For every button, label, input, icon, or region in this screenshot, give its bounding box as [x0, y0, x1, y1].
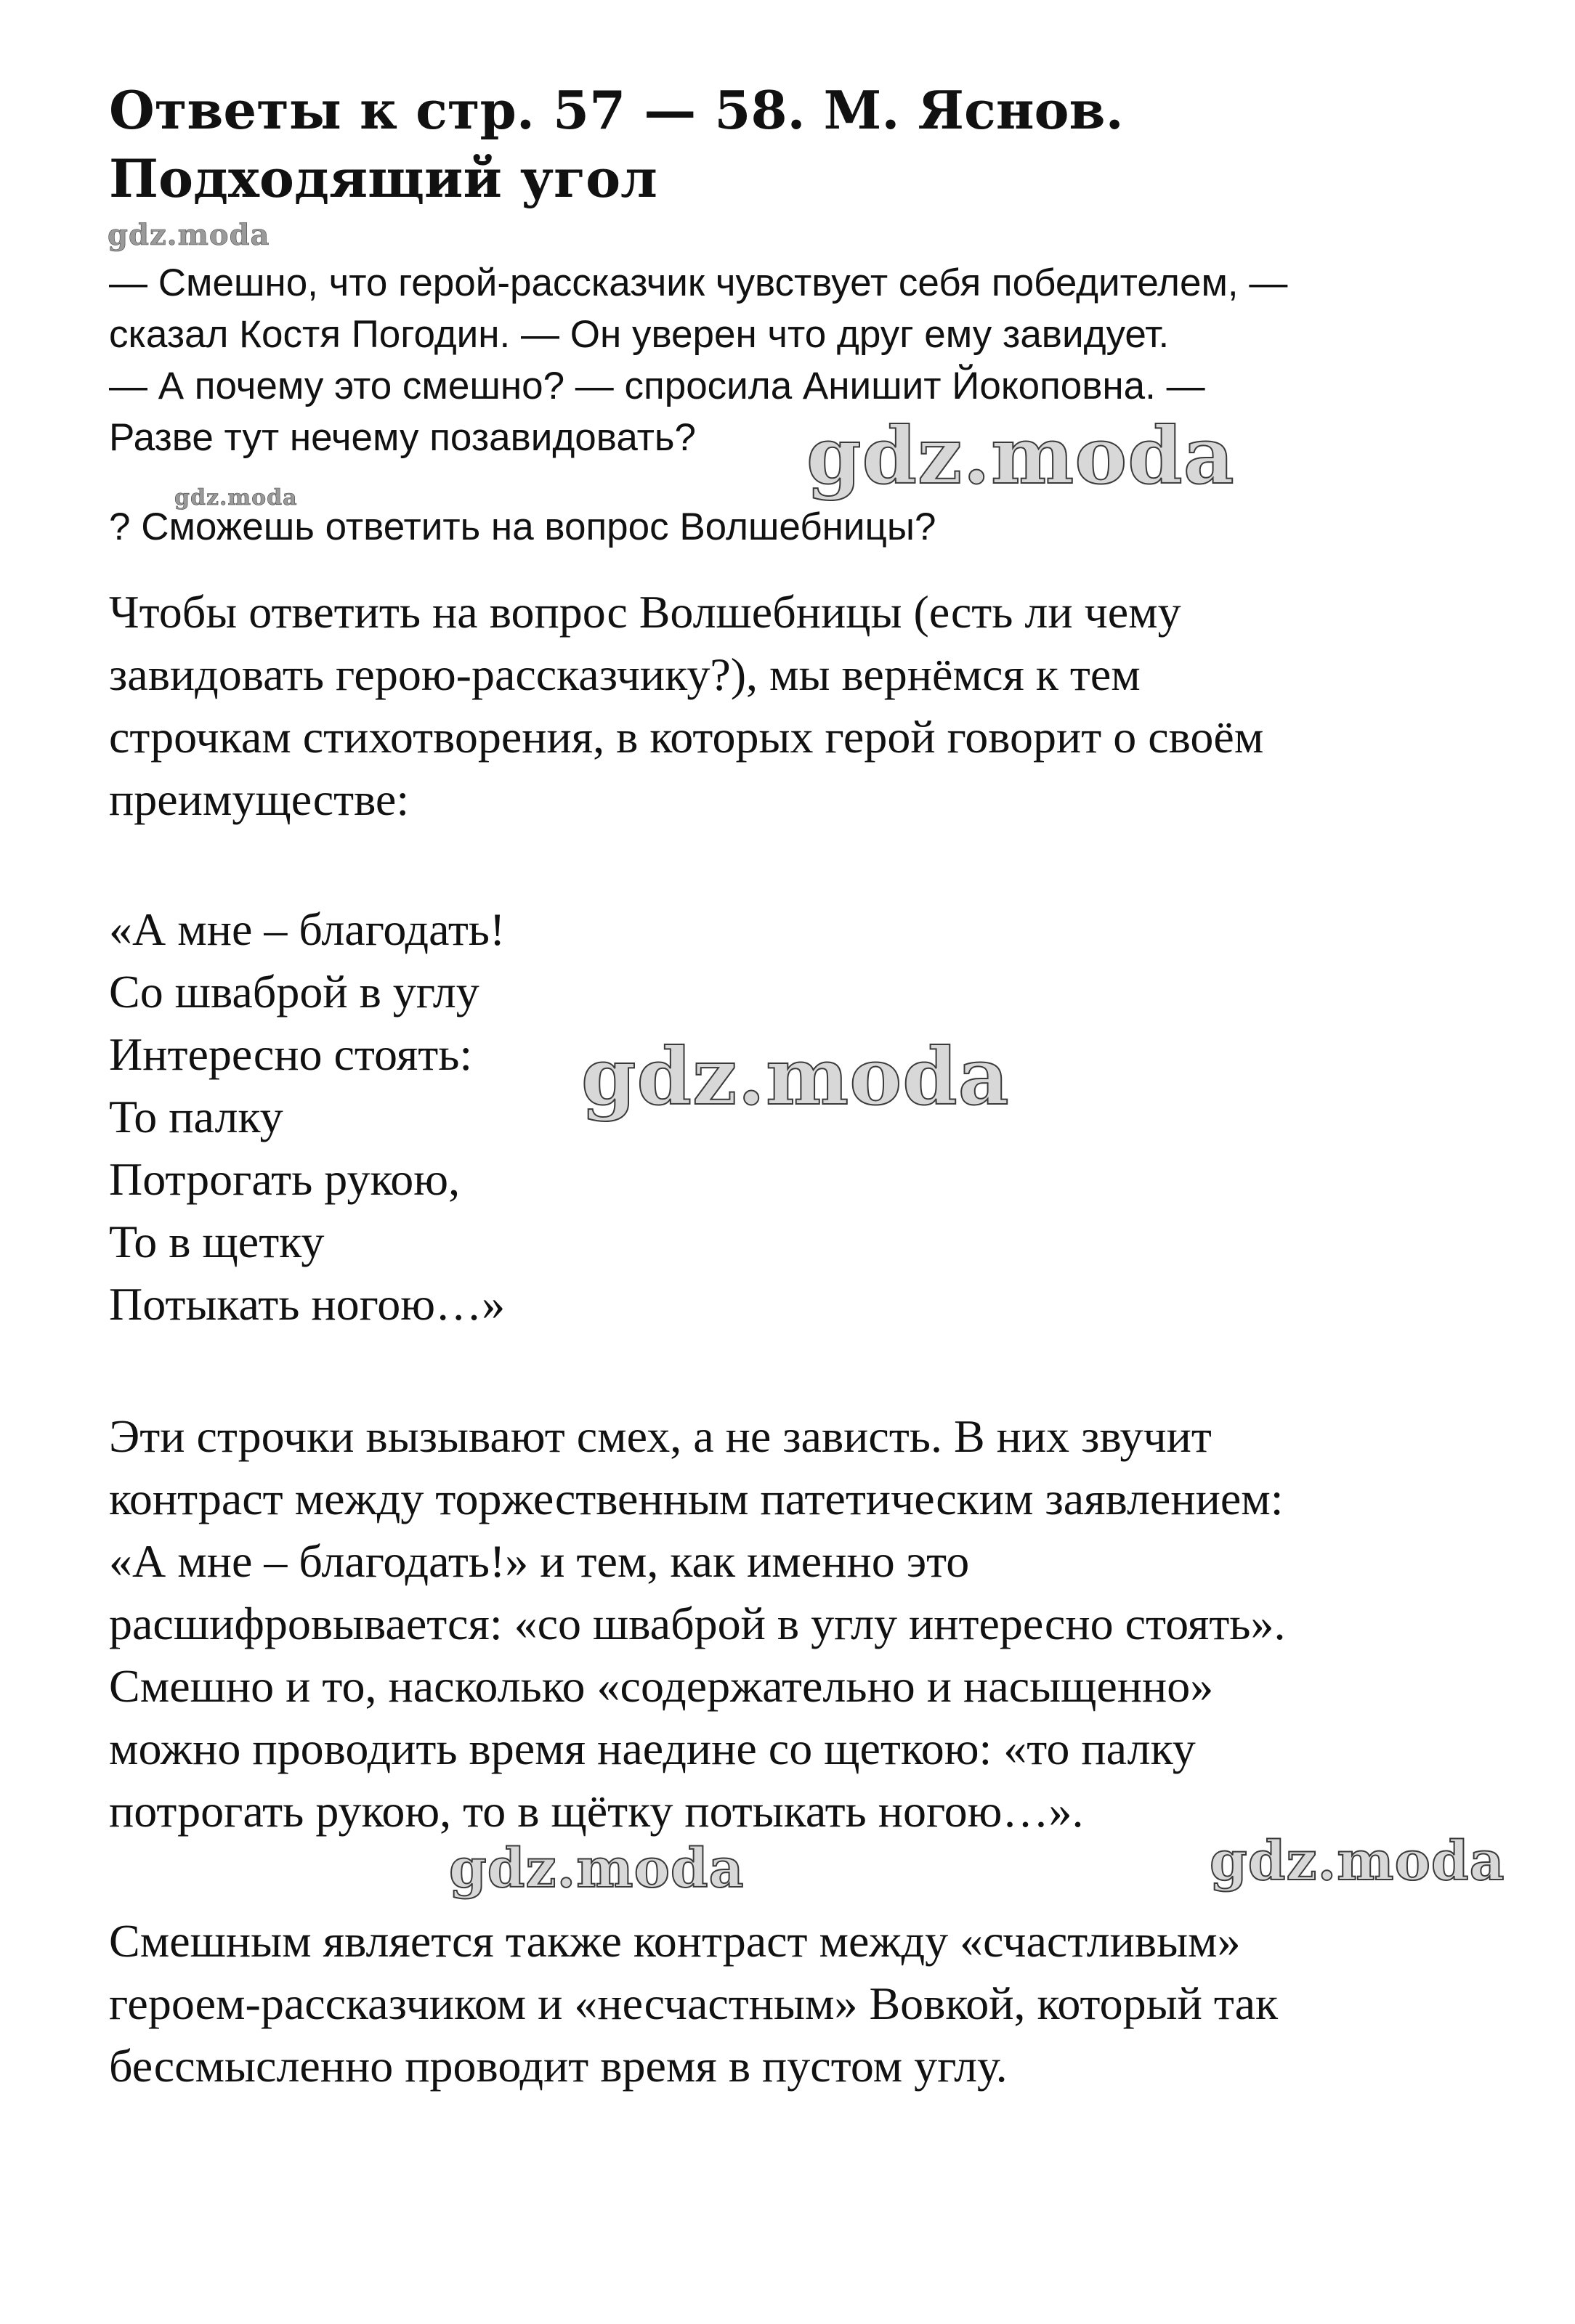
- watermark-logo: gdz.moda: [449, 1837, 745, 1900]
- watermark-logo: gdz.moda: [108, 218, 270, 252]
- poem-line: То в щетку: [109, 1216, 325, 1267]
- title-line-2: Подходящий угол: [109, 147, 657, 209]
- page-title: [109, 76, 1489, 213]
- analysis-line: Смешно и то, насколько «содержательно и насыщенно»: [109, 1660, 1214, 1712]
- poem-line: То палку: [109, 1091, 283, 1142]
- answer-intro: [109, 581, 1504, 831]
- watermark-logo: gdz.moda: [174, 485, 298, 511]
- analysis-paragraph: [109, 1405, 1504, 1842]
- answer-line: преимуществе:: [109, 773, 410, 825]
- answer-line: завидовать герою-рассказчику?), мы вернёмся к тем: [109, 649, 1141, 700]
- dialog-line: — Смешно, что герой-рассказчик чувствует себя победителем, —: [109, 261, 1288, 304]
- conclusion-paragraph: [109, 1910, 1504, 2097]
- poem-line: Потыкать ногою…»: [109, 1278, 506, 1330]
- analysis-line: «А мне – благодать!» и тем, как именно это: [109, 1535, 970, 1587]
- analysis-line: расшифровывается: «со шваброй в углу интересно стоять».: [109, 1598, 1286, 1649]
- dialog-line: Разве тут нечему позавидовать?: [109, 416, 696, 459]
- watermark-logo: gdz.moda: [581, 1031, 1010, 1123]
- analysis-line: Эти строчки вызывают смех, а не зависть. В них звучит: [109, 1410, 1212, 1462]
- answer-line: строчкам стихотворения, в которых герой говорит о своём: [109, 711, 1264, 763]
- conclusion-line: бессмысленно проводит время в пустом углу.: [109, 2040, 1008, 2092]
- analysis-line: потрогать рукою, то в щётку потыкать ногою…».: [109, 1785, 1084, 1837]
- poem-line: Интересно стоять:: [109, 1028, 473, 1080]
- dialog-line: — А почему это смешно? — спросила Анишит Йокоповна. —: [109, 365, 1205, 407]
- analysis-line: контраст между торжественным патетическим заявлением:: [109, 1473, 1284, 1524]
- conclusion-line: Смешным является также контраст между «счастливым»: [109, 1915, 1241, 1967]
- dialog-line: сказал Костя Погодин. — Он уверен что друг ему завидует.: [109, 313, 1170, 356]
- watermark-logo: gdz.moda: [806, 410, 1235, 502]
- poem-line: Со шваброй в углу: [109, 966, 479, 1017]
- analysis-line: можно проводить время наедине со щеткою: «то палку: [109, 1723, 1196, 1774]
- answer-line: Чтобы ответить на вопрос Волшебницы (есть ли чему: [109, 586, 1181, 638]
- conclusion-line: героем-рассказчиком и «несчастным» Вовкой, который так: [109, 1978, 1279, 2029]
- question-line: ? Сможешь ответить на вопрос Волшебницы?: [109, 505, 936, 548]
- poem-quote: [109, 898, 1504, 1336]
- poem-line: «А мне – благодать!: [109, 903, 506, 955]
- poem-line: Потрогать рукою,: [109, 1153, 461, 1205]
- title-line-1: Ответы к стр. 57 — 58. М. Яснов.: [109, 79, 1124, 141]
- watermark-logo: gdz.moda: [1210, 1830, 1505, 1893]
- dialog-block: [109, 257, 1504, 463]
